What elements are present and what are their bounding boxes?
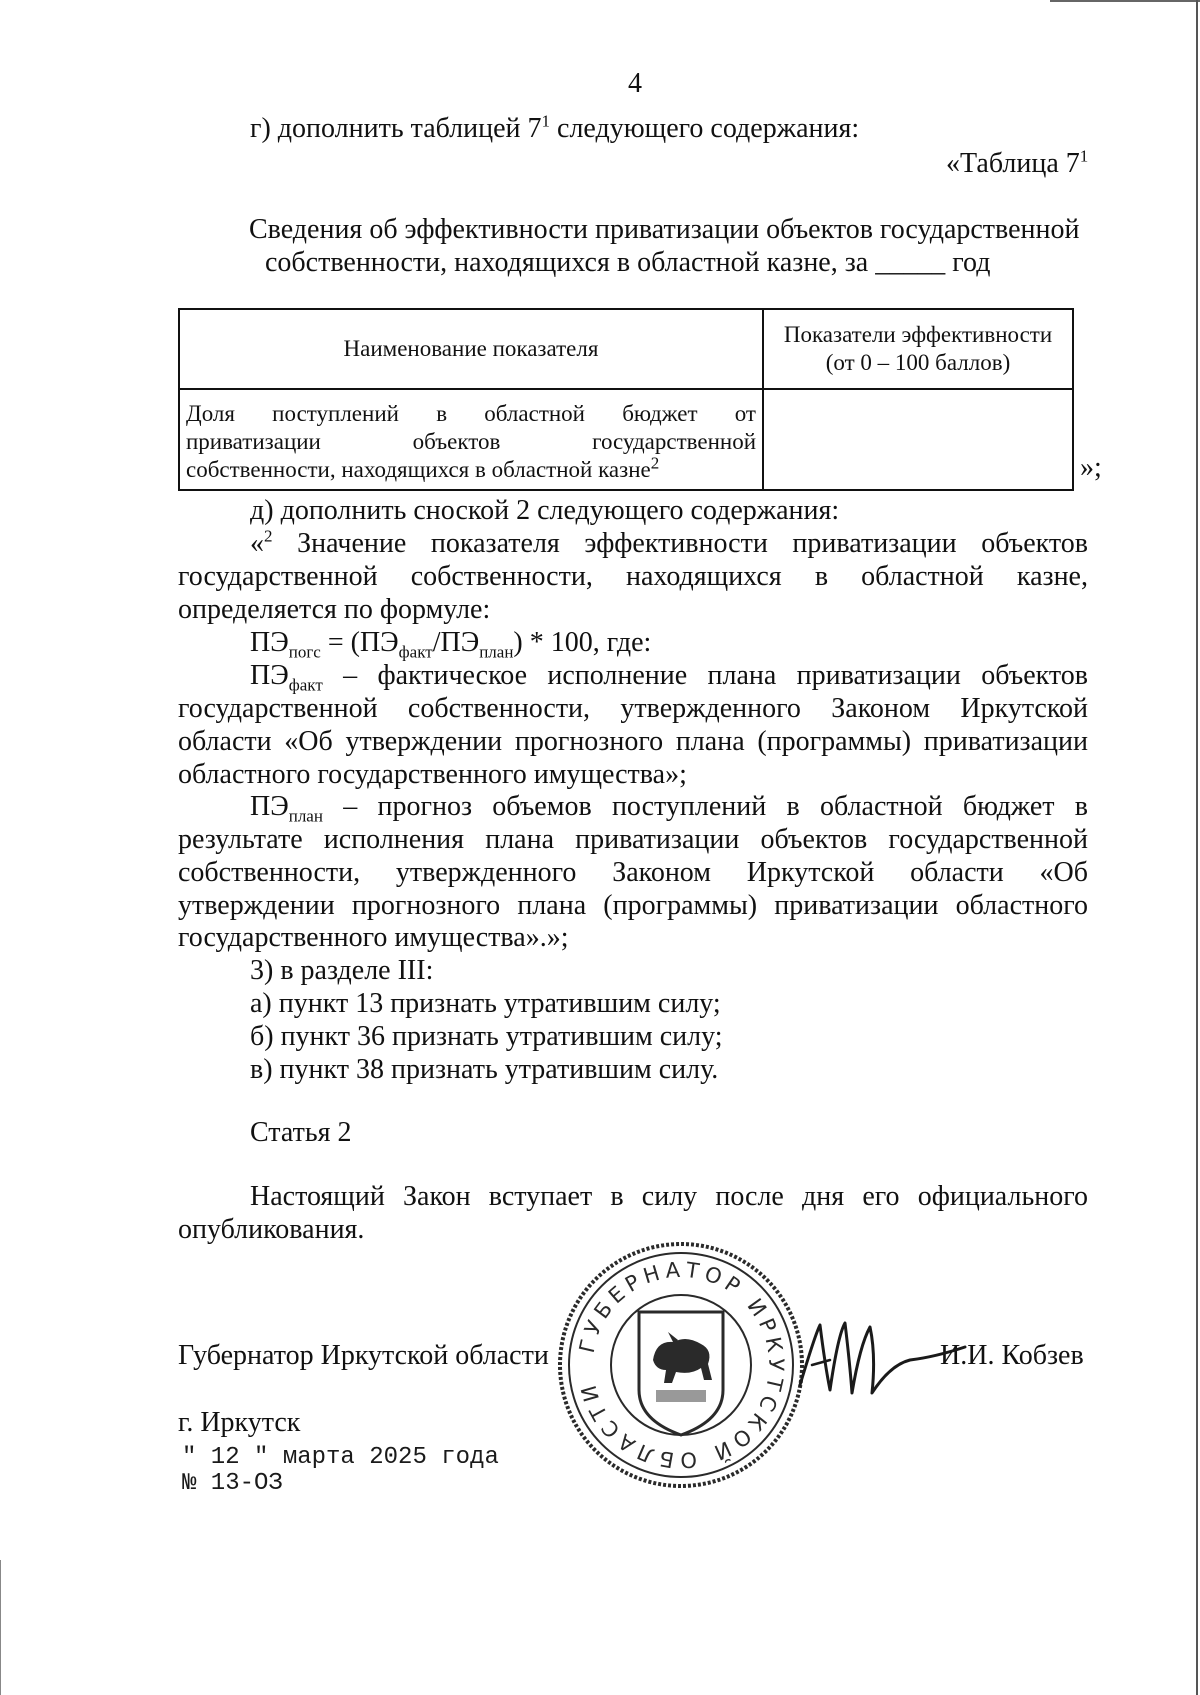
table-header-indicator: Наименование показателя (180, 310, 764, 390)
article-2-line-2: опубликования. (178, 1214, 365, 1245)
page-number: 4 (628, 68, 642, 99)
table-closing-quote: »; (1080, 452, 1102, 483)
scan-edge-top (1050, 0, 1200, 2)
def-plan-line-4: утверждении прогнозного плана (программы) приватизации областного (178, 890, 1088, 921)
governor-name: И.И. Кобзев (940, 1340, 1084, 1371)
def-fakt-line-4: областного государственного имущества»; (178, 759, 687, 790)
section-3-item-b: б) пункт 36 признать утратившим силу; (250, 1021, 723, 1052)
footnote-line-1: «$^2$ Значение показателя эффективности приватизации объектов (250, 526, 1088, 559)
governor-seal-stamp (556, 1240, 806, 1490)
table-title-line-1: Сведения об эффективности приватизации объектов государственной (249, 214, 1080, 245)
efficiency-table (178, 308, 1074, 491)
item-d: д) дополнить сноской 2 следующего содержания: (250, 495, 840, 526)
table-row-text-line-2: приватизации объектов государственной (186, 429, 756, 454)
footnote-line-2: государственной собственности, находящихся в областной казне, (178, 561, 1088, 592)
table-title-line-2: собственности, находящихся в областной казне, за _____ год (265, 247, 991, 278)
law-number: № 13-ОЗ (182, 1470, 283, 1497)
scan-edge-right (1196, 0, 1198, 1695)
section-3-title: 3) в разделе III: (250, 955, 434, 986)
table-row-text-line-1: Доля поступлений в областной бюджет от (186, 401, 756, 426)
def-plan-line-1: $ПЭ_{план}$ – прогноз объемов поступлений в областной бюджет в (250, 791, 1088, 826)
table-row-text-line-3: собственности, находящихся в областной казне$^2$ (186, 453, 660, 482)
section-3-item-a: а) пункт 13 признать утратившим силу; (250, 988, 721, 1019)
city: г. Иркутск (178, 1407, 301, 1438)
def-plan-line-3: собственности, утвержденного Законом Иркутской области «Об (178, 857, 1088, 888)
signing-date: " 12 " марта 2025 года (182, 1444, 499, 1471)
def-plan-line-2: результате исполнения плана приватизации объектов государственной (178, 824, 1088, 855)
def-fakt-line-1: $ПЭ_{факт}$ – фактическое исполнение плана приватизации объектов (250, 660, 1088, 695)
def-fakt-line-3: области «Об утверждении прогнозного плана (программы) приватизации (178, 726, 1088, 757)
article-2-line-1: Настоящий Закон вступает в силу после дня его официального (250, 1181, 1088, 1212)
table-header-efficiency: Показатели эффективности (от 0 – 100 баллов) (764, 310, 1074, 390)
section-3-item-v: в) пункт 38 признать утратившим силу. (250, 1054, 719, 1085)
handwritten-signature (790, 1305, 970, 1405)
footnote-line-3: определяется по формуле: (178, 594, 491, 625)
def-plan-line-5: государственного имущества».»; (178, 922, 569, 953)
table-label: «Таблица $7^1$ (946, 146, 1089, 179)
def-fakt-line-2: государственной собственности, утвержденного Законом Иркутской (178, 693, 1088, 724)
seal-ring-text: ГУБЕРНАТОР ИРКУТСКОЙ ОБЛАСТИ (574, 1257, 789, 1473)
table-row-value (764, 390, 1074, 491)
article-2-heading: Статья 2 (250, 1117, 352, 1148)
item-g: г) дополнить таблицей $7^1$ следующего содержания: (250, 111, 860, 144)
formula: $ПЭ_{погс} = (ПЭ_{факт}/ПЭ_{план}) * 100$, где: (250, 627, 652, 662)
scan-edge-left (0, 1560, 1, 1695)
table-row-indicator (180, 390, 764, 491)
governor-position: Губернатор Иркутской области (178, 1340, 549, 1371)
